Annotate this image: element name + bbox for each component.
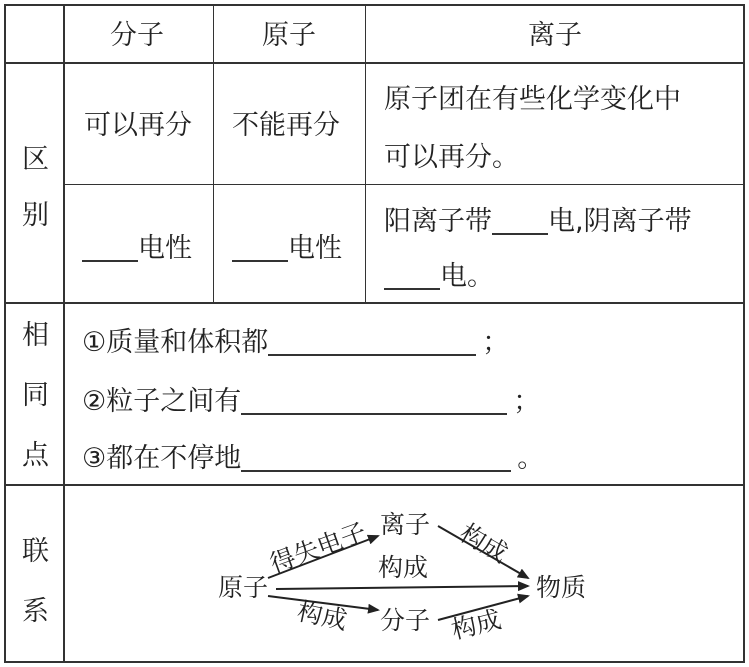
- node-atom: 原子: [218, 573, 269, 602]
- node-matter: 物质: [536, 573, 587, 602]
- label-same-1: 相: [22, 320, 49, 351]
- arrow-atom-to-matter: [276, 586, 528, 589]
- label-difference-1: 区: [22, 144, 49, 175]
- ion-note-line1: 原子团在有些化学变化中: [384, 84, 681, 115]
- same-item-mass-text: ①质量和体积都: [82, 327, 269, 358]
- label-relation-2: 系: [22, 596, 49, 627]
- label-relation-1: 联: [22, 536, 49, 567]
- same-item-mass-end: ；: [482, 327, 510, 358]
- label-difference-2: 别: [22, 200, 49, 231]
- label-same-3: 点: [22, 440, 49, 471]
- atom-indivisible: 不能再分: [232, 110, 340, 141]
- node-molecule: 分子: [380, 606, 431, 635]
- same-item-gap-end: ；: [513, 386, 541, 417]
- edge-compose-atom-matter: 构成: [378, 553, 429, 582]
- ion-charge-end: 电。: [440, 261, 494, 292]
- ion-note-line2: 可以再分。: [384, 142, 519, 173]
- label-same-2: 同: [22, 380, 49, 411]
- molecule-charge-text: 电性: [138, 233, 192, 264]
- header-atom: 原子: [262, 20, 316, 51]
- relation-diagram: [6, 6, 743, 661]
- atom-charge-text: 电性: [288, 233, 342, 264]
- edge-compose-atom-molecule: 构成: [294, 596, 350, 636]
- edge-gain-lose-electrons: 得失电子: [266, 517, 371, 579]
- molecule-divisible: 可以再分: [84, 110, 192, 141]
- header-molecule: 分子: [110, 20, 164, 51]
- edge-compose-ion-matter: 构成: [455, 518, 513, 569]
- anion-text: 电,阴离子带: [548, 206, 692, 237]
- edge-compose-molecule-matter: 构成: [448, 604, 504, 645]
- node-ion: 离子: [380, 510, 431, 539]
- same-item-gap-text: ②粒子之间有: [82, 386, 242, 417]
- header-ion: 离子: [528, 20, 582, 51]
- same-item-motion-text: ③都在不停地: [82, 443, 242, 474]
- same-item-motion-end: 。: [517, 443, 545, 474]
- comparison-table: [4, 4, 745, 663]
- cation-text: 阳离子带: [384, 206, 492, 237]
